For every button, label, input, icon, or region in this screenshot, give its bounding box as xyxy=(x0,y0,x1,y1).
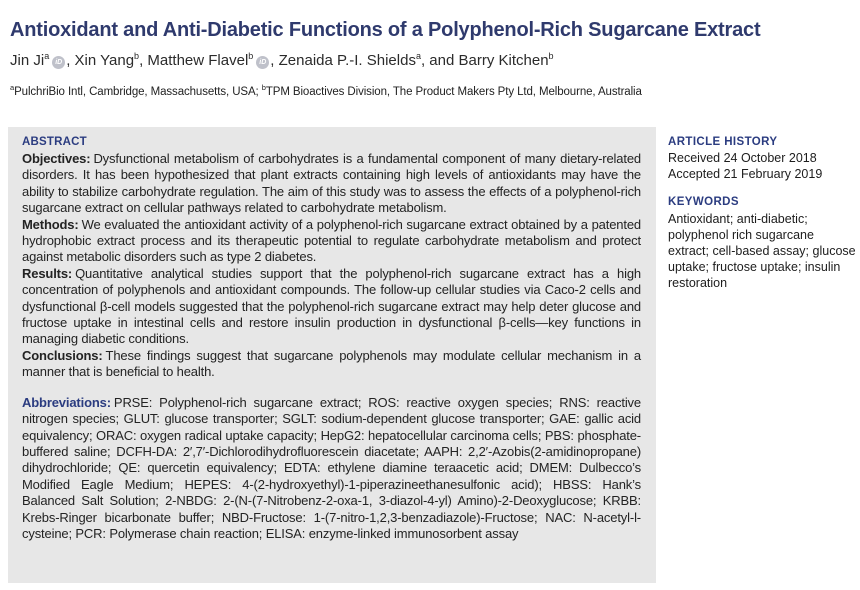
affiliation-mark: a xyxy=(10,83,15,93)
author-name: Barry Kitchen$^b$ xyxy=(458,51,554,69)
article-history-heading: ARTICLE HISTORY xyxy=(668,136,778,148)
abstract-objectives-label: Objectives: xyxy=(22,151,91,166)
keywords-heading: KEYWORDS xyxy=(668,196,739,208)
author-affiliation-mark: b xyxy=(134,51,140,61)
keywords-text: Antioxidant; anti-diabetic; polyphenol rich sugarcane extract; cell-based assay; glucose uptake; fructose uptake; insulin restoration xyxy=(668,212,856,290)
keywords xyxy=(668,196,856,291)
author-name: Jin Ji$^a$ xyxy=(10,51,50,69)
abstract-panel xyxy=(8,127,656,583)
article-meta-sidebar xyxy=(668,136,856,305)
abstract-results-text: Quantitative analytical studies support that the polyphenol-rich sugarcane extract has a high concentration of polyphenols and antioxidant compounds. The follow-up cellular studies via Caco-2 cells and dysfunctional β-cell models suggested that the polyphenol-rich sugarcane extract may help deter glucose and fructose uptake in intestinal cells and restore insulin production in dysfunctional β-cells—key functions in managing diabetic conditions. xyxy=(22,265,641,347)
abbreviations-label: Abbreviations: xyxy=(22,394,111,410)
author-separator: , and xyxy=(420,52,459,69)
author-line xyxy=(10,52,850,69)
abstract-conclusions-label: Conclusions: xyxy=(22,347,103,363)
author-affiliation-mark: b xyxy=(248,51,254,61)
abstract-methods xyxy=(22,217,641,266)
article-history xyxy=(668,136,856,182)
author-affiliation-mark: a xyxy=(44,51,50,61)
abstract-results xyxy=(22,266,641,348)
affiliation-text: PulchriBio Intl, Cambridge, Massachusetts, USA; xyxy=(14,86,262,98)
author-name: Matthew Flavel$^b$ xyxy=(147,51,254,69)
article-title: Antioxidant and Anti-Diabetic Functions of a Polyphenol-Rich Sugarcane Extract xyxy=(10,19,761,42)
abstract-conclusions-text: These findings suggest that sugarcane polyphenols may modulate cellular mechanism in a manner that is beneficial to health. xyxy=(22,347,641,380)
abbreviations-text: PRSE: Polyphenol-rich sugarcane extract; ROS: reactive oxygen species; RNS: reactive nitrogen species; GLUT: glucose transporter; SGLT: sodium-dependent glucose transporter; GAE: gallic acid equivalency; ORAC: oxygen radical uptake capacity; HepG2: hepatocellular carcinoma cells; PBS: phosphate-buffered saline; DCFH-DA: 2′,7′-Dichlorodihydrofluorescein diacetate; AAPH: 2,2′-Azobis(2-amidinopropane) dihydrochloride; QE: quercetin equivalency; EDTA: ethylene diamine teraacetic acid; DMEM: Dulbecco’s Modified Eagle Medium; HEPES: 4-(2-hydroxyethyl)-1-piperazineethanesulfonic acid); HBSS: Hank’s Balanced Salt Solution; 2-NBDG: 2-(N-(7-Nitrobenz-2-oxa-1, 3-diazol-4-yl) Amino)-2-Deoxyglucose; KRBB: Krebs-Ringer bicarbonate buffer; NBD-Fructose: 1-(7-nitro-1,2,3-benzadiazole)-Fructose; NAC: N-acetyl-l-cysteine; PCR: Polymerase chain reaction; ELISA: enzyme-linked immunosorbent assay xyxy=(22,394,641,541)
author-affiliation-mark: a xyxy=(415,51,421,61)
abstract-conclusions xyxy=(22,348,641,381)
abstract-objectives-text: Dysfunctional metabolism of carbohydrates is a fundamental component of many dietary-related disorders. It has been hypothesized that plant extracts containing high levels of antioxidants may have the ability to stabilize carbohydrate regulation. The aim of this study was to assess the effects of a polyphenol-rich sugarcane extract on cellular pathways related to carbohydrate metabolism. xyxy=(22,151,641,216)
orcid-icon[interactable]: iD xyxy=(52,56,65,69)
abstract-heading: ABSTRACT xyxy=(22,136,87,148)
author-name: Zenaida P.-I. Shields$^a$ xyxy=(278,51,421,69)
affiliation-text: TPM Bioactives Division, The Product Makers Pty Ltd, Melbourne, Australia xyxy=(265,86,642,98)
received-date: Received 24 October 2018 xyxy=(668,151,817,165)
abstract-results-label: Results: xyxy=(22,265,73,281)
abbreviations xyxy=(22,395,641,543)
accepted-date: Accepted 21 February 2019 xyxy=(668,166,823,181)
affiliation-line xyxy=(10,83,850,98)
author-name: Xin Yang$^b$ xyxy=(74,51,140,69)
author-affiliation-mark: b xyxy=(548,51,554,61)
abstract-methods-label: Methods: xyxy=(22,216,79,232)
abstract-objectives xyxy=(22,151,641,217)
orcid-icon[interactable]: iD xyxy=(256,56,269,69)
abstract-methods-text: We evaluated the antioxidant activity of a polyphenol-rich sugarcane extract obtained by a patented hydrophobic extract process and its therapeutic potential to regulate carbohydrate metabolism and protect against metabolic disorders such as type 2 diabetes. xyxy=(22,216,641,265)
author-separator: , xyxy=(270,52,279,69)
author-separator: , xyxy=(139,52,148,69)
author-separator: , xyxy=(66,52,75,69)
affiliation-mark: b xyxy=(261,83,266,93)
